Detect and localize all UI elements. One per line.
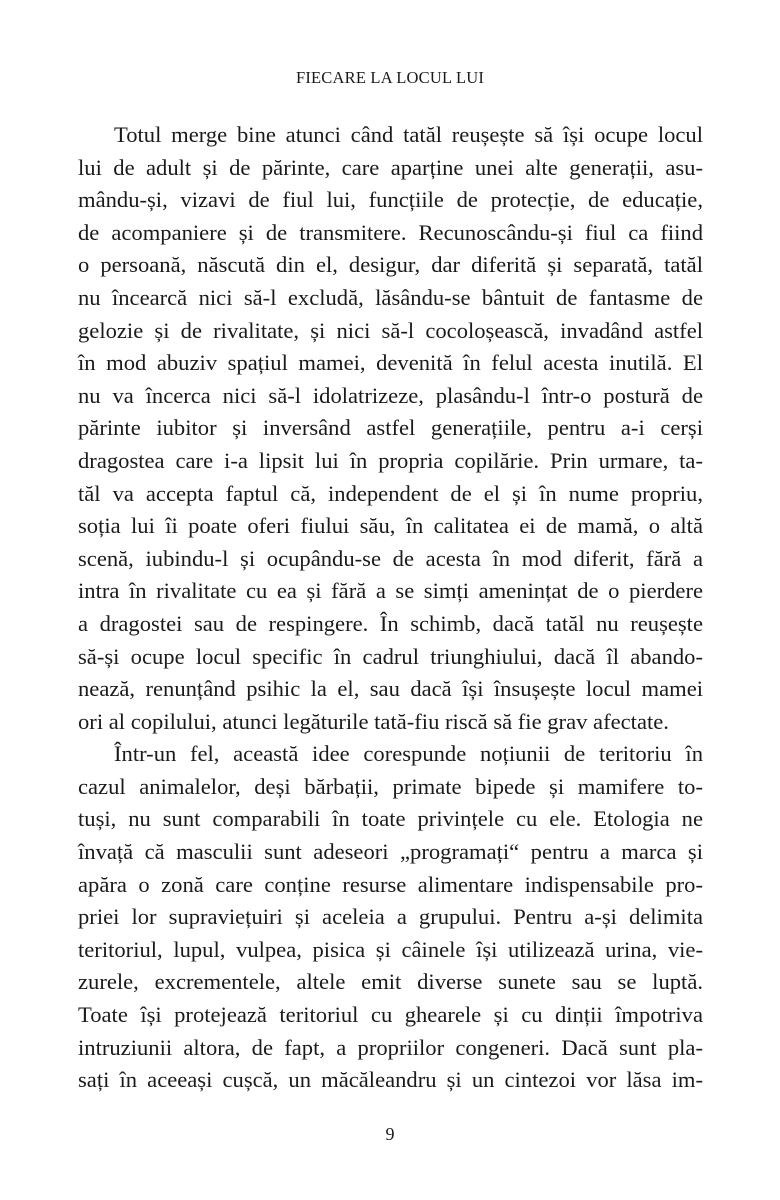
text-line: intruziunii altora, de fapt, a propriilor congeneri. Dacă sunt pla- (78, 1034, 703, 1060)
text-line: tăl va accepta faptul că, independent de el și în nume propriu, (78, 480, 703, 506)
text-line: zurele, excrementele, altele emit diverse sunete sau se luptă. (78, 969, 703, 995)
paragraph-2 (78, 738, 703, 1097)
text-line: Totul merge bine atunci când tatăl reușește să își ocupe locul (114, 122, 703, 147)
text-line: nu va încerca nici să-l idolatrizeze, plasându-l într-o postură de (78, 382, 703, 408)
text-line: mându-și, vizavi de fiul lui, funcțiile de protecție, de educație, (78, 187, 703, 213)
text-line: teritoriul, lupul, vulpea, pisica și câinele își utilizează urina, vie- (78, 936, 703, 962)
text-line: sați în aceeași cușcă, un măcăleandru și un cintezoi vor lăsa im- (78, 1067, 703, 1093)
page-number: 9 (385, 1124, 395, 1144)
paragraph-1 (78, 119, 703, 738)
text-line: soția lui îi poate oferi fiului său, în calitatea ei de mamă, o altă (78, 513, 703, 539)
text-line: în mod abuziv spațiul mamei, devenită în felul acesta inutilă. El (78, 350, 703, 376)
text-line: Toate își protejează teritoriul cu ghearele și cu dinții împotriva (78, 1002, 703, 1028)
text-line: o persoană, născută din el, desigur, dar diferită și separată, tatăl (78, 252, 703, 278)
text-line: cazul animalelor, deși bărbații, primate bipede și mamifere to- (78, 773, 703, 799)
text-line: să-și ocupe locul specific în cadrul triunghiului, dacă îl abando- (78, 643, 703, 669)
text-line: nează, renunțând psihic la el, sau dacă își însușește locul mamei (78, 676, 703, 702)
text-line: a dragostei sau de respingere. În schimb, dacă tatăl nu reușește (78, 610, 703, 636)
text-line: gelozie și de rivalitate, și nici să-l cocoloșească, invadând astfel (78, 317, 703, 343)
text-line: lui de adult și de părinte, care aparține unei alte generații, asu- (78, 154, 703, 180)
text-line: tuși, nu sunt comparabili în toate privințele cu ele. Etologia ne (78, 806, 703, 832)
text-line: de acompaniere și de transmitere. Recunoscându-și fiul ca fiind (78, 219, 703, 245)
text-line: învață că masculii sunt adeseori „programați“ pentru a marca și (78, 839, 703, 865)
text-line: scenă, iubindu-l și ocupându-se de acesta în mod diferit, fără a (78, 545, 703, 571)
text-line: apăra o zonă care conține resurse alimentare indispensabile pro- (78, 871, 703, 897)
text-line: părinte iubitor și inversând astfel generațiile, pentru a-i cerși (78, 415, 703, 441)
text-line: dragostea care i-a lipsit lui în propria copilărie. Prin urmare, ta- (78, 447, 703, 473)
text-line: priei lor supraviețuiri și aceleia a grupului. Pentru a-și delimita (78, 904, 703, 930)
body-text (78, 119, 703, 1097)
text-line: nu încearcă nici să-l excludă, lăsându-se bântuit de fantasme de (78, 284, 703, 310)
text-line: intra în rivalitate cu ea și fără a se simți amenințat de o pierdere (78, 578, 703, 604)
running-head: FIECARE LA LOCUL LUI (295, 68, 485, 87)
text-line: ori al copilului, atunci legăturile tată-fiu riscă să fie grav afectate. (78, 708, 669, 734)
text-line: Într-un fel, această idee corespunde noțiunii de teritoriu în (114, 741, 703, 767)
